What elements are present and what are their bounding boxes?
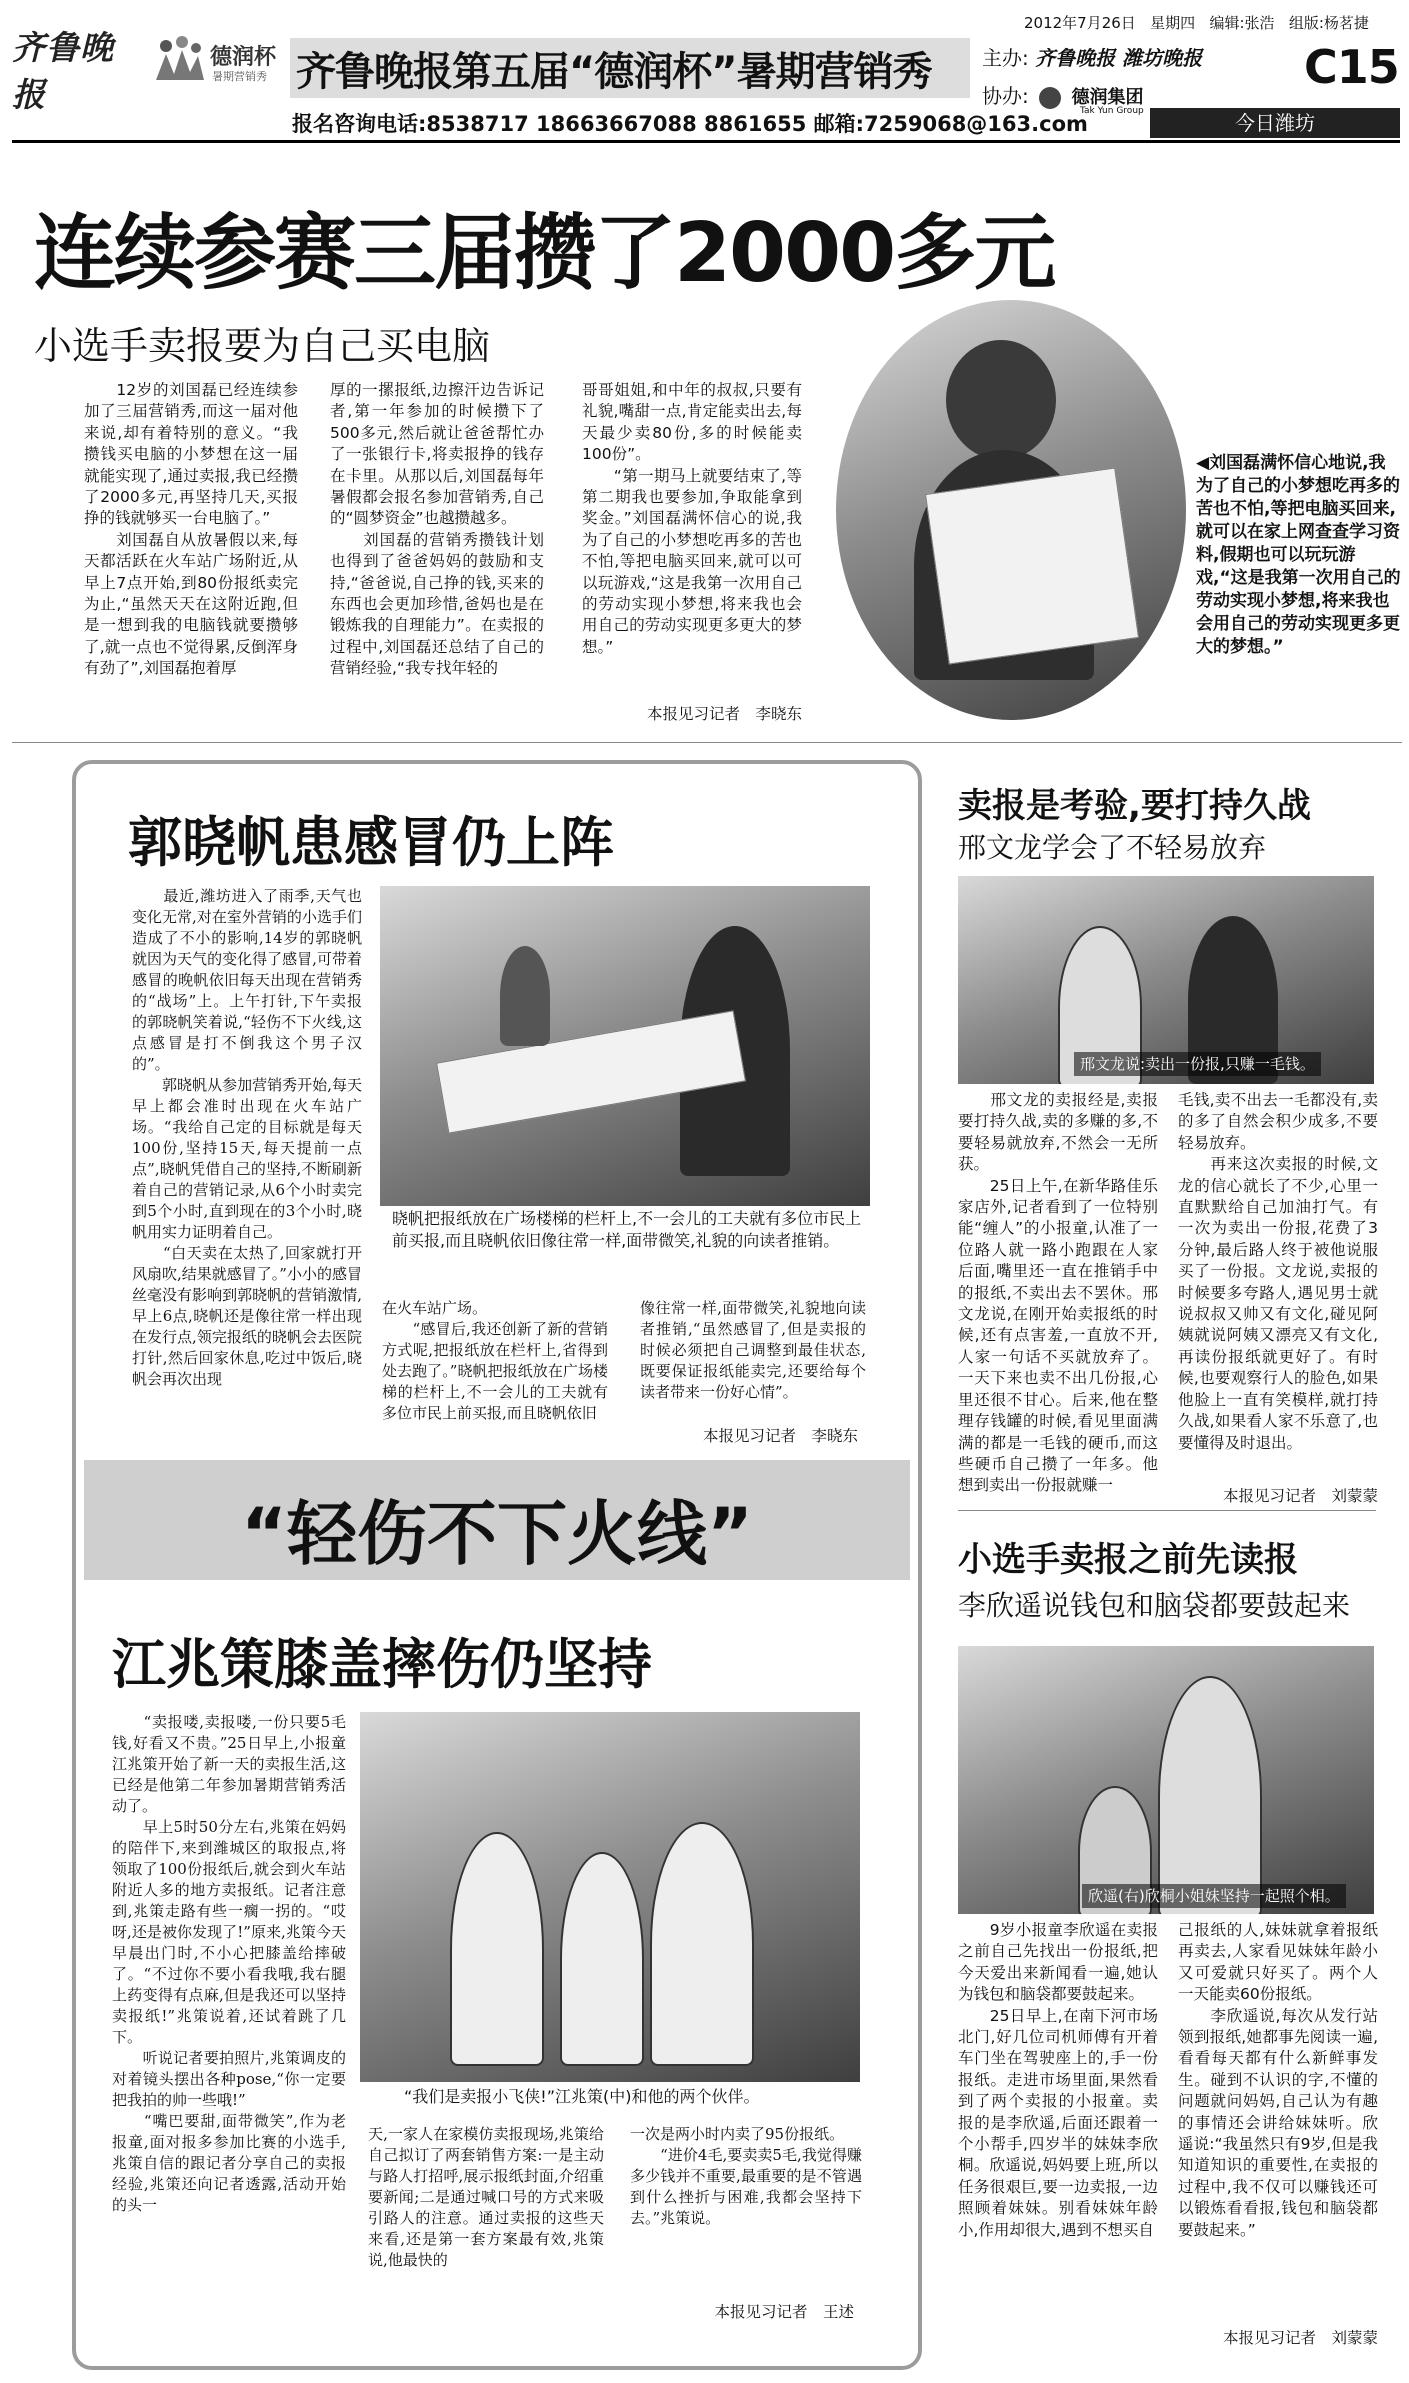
co-line [982, 80, 1144, 116]
xing-col-2: 毛钱,卖不出去一毛都没有,卖的多了自然会积少成多,不要轻易放弃。 再来这次卖报的时候,文龙的信心就长了不少,心里一直默默给自己加油打气。有一次为卖出一份报,花费了3分钟,最后路人终于被他说服买了一份报。文龙说,卖报的时候要多夸路人,遇见男士就说叔叔又帅又有文化,碰见阿姨就说阿姨又漂亮又有文化,再读份报纸就更好了。有时候,也要观察行人的脸色,如果他脸上一直有笑模样,就打持久战,如果看人家不乐意了,也要懂得及时退出。 [1178, 1091, 1378, 1452]
dateline [1024, 12, 1369, 33]
xing-headline: 卖报是考验,要打持久战 [958, 786, 1311, 826]
guo-photo-boy-at-railing [380, 886, 870, 1206]
hosts-line [982, 42, 1202, 71]
guo-headline: 郭晓帆患感冒仍上阵 [128, 811, 614, 874]
jiang-col-3: 一次是两小时内卖了95份报纸。 “进价4毛,要卖卖5毛,我觉得赚多少钱并不重要,最重要的是不管遇到什么挫折与困难,我都会坚持下去。”兆策说。 [630, 2125, 862, 2227]
guo-photo-caption: 晓帆把报纸放在广场楼梯的栏杆上,不一会儿的工夫就有多位市民上前买报,而且晓帆依旧像往常一样,面带微笑,礼貌的向读者推销。 [392, 1209, 862, 1250]
co-org-icon [1039, 87, 1061, 109]
paper-logo [12, 22, 142, 114]
lead-headline: 连续参赛三届攒了2000多元 [34, 206, 1055, 301]
issue-date: 2012年7月26日 [1024, 14, 1136, 32]
xing-byline: 本报见习记者 刘蒙蒙 [1222, 1487, 1378, 1505]
sponsor-logo-sub: 暑期营销秀 [212, 70, 267, 83]
section-label: 今日潍坊 [1235, 111, 1315, 135]
li-headline: 小选手卖报之前先读报 [958, 1540, 1298, 1580]
li-photo-two-sisters [958, 1646, 1374, 1914]
xing-subhead: 邢文龙学会了不轻易放弃 [958, 831, 1267, 864]
issue-weekday: 星期四 [1150, 14, 1196, 32]
jiang-col-2: 天,一家人在家模仿卖报现场,兆策给自己拟订了两套销售方案:一是主动与路人打招呼,展示报纸封面,介绍重要新闻;二是通过喊口号的方式来吸引路人的注意。通过卖报的这些天来看,还是第一套方案最有效,兆策说,他最快的 [368, 2125, 604, 2269]
lead-col-2: 厚的一摞报纸,边擦汗边告诉记者,第一年参加的时候攒下了500多元,然后就让爸爸帮忙办了一张银行卡,将卖报挣的钱存在卡里。从那以后,刘国磊每年暑假都会报名参加营销秀,自己的“圆梦资金”也越攒越多。 刘国磊的营销秀攒钱计划也得到了爸爸妈妈的鼓励和支持,“爸爸说,自己挣的钱,买来的东西也会更加珍惜,爸妈也是在锻炼我的自理能力”。在卖报的过程中,刘国磊还总结了自己的营销经验,“我专找年轻的 [330, 381, 544, 678]
xing-photo-caption: 邢文龙说:卖出一份报,只赚一毛钱。 [1074, 1052, 1321, 1076]
quote-banner-text: “轻伤不下火线” [240, 1493, 753, 1575]
right-column-divider [958, 1510, 1376, 1511]
jiang-col-1: “卖报喽,卖报喽,一份只要5毛钱,好看又不贵。”25日早上,小报童江兆策开始了新一天的卖报生活,这已经是他第二年参加暑期营销秀活动了。 早上5时50分左右,兆策在妈妈的陪伴下,来到潍城区的取报点,将领取了100份报纸后,就会到火车站附近人多的地方卖报纸。记者注意到,兆策走路有些一瘸一拐的。“哎呀,还是被你发现了!”原来,兆策今天早晨出门时,不小心把膝盖给摔破了。“不过你不要小看我哦,我右腿上药变得有点麻,但是我还可以坚持卖报纸!”兆策说着,还试着跳了几下。 听说记者要拍照片,兆策调皮的对着镜头摆出各种pose,“你一定要把我拍的帅一些哦!” “嘴巴要甜,面带微笑”,作为老报童,面对报多参加比赛的小选手,兆策自信的跟记者分享自己的卖报经验,兆策还向记者透露,活动开始的头一 [112, 1713, 346, 2214]
sponsor-logo [152, 36, 292, 92]
guo-col-3: 像往常一样,面带微笑,礼貌地向读者推销,“虽然感冒了,但是卖报的时候必须把自己调整到最佳状态,既要保证报纸能卖完,还要给每个读者带来一份好心情”。 [640, 1299, 866, 1401]
guo-col-2: 在火车站广场。 “感冒后,我还创新了新的营销方式呢,把报纸放在栏杆上,省得到处去跑了。”晓帆把报纸放在广场楼梯的栏杆上,不一会儿的工夫就有多位市民上前买报,而且晓帆依旧 [382, 1299, 608, 1422]
li-photo-caption: 欣遥(右)欣桐小姐妹坚持一起照个相。 [1082, 1884, 1346, 1908]
co-org-name: 德润集团 [1071, 87, 1144, 108]
guo-col-1: 最近,潍坊进入了雨季,天气也变化无常,对在室外营销的小选手们造成了不小的影响,14岁的郭晓帆就因为天气的变化得了感冒,可带着感冒的晚帆依旧每天出现在营销秀的“战场”上。上午打针,下午卖报的郭晓帆笑着说,“轻伤不下火线,这点感冒是打不倒我这个男子汉的”。 郭晓帆从参加营销秀开始,每天早上都会准时出现在火车站广场。“我给自己定的目标就是每天100份,坚持15天,每天提前一点点”,晓帆凭借自己的坚持,不断刷新着自己的营销记录,从6个小时卖完到5个小时,直到现在的3个小时,晓帆用实力证明着自己。 “白天卖在太热了,回家就打开风扇吹,结果就感冒了。”小小的感冒丝毫没有影响到郭晓帆的营销激情,早上6点,晓帆还是像往常一样出现在发行点,领完报纸的晓帆会去医院打针,然后回家休息,吃过中饭后,晓帆会再次出现 [132, 887, 362, 1388]
editor-credit: 编辑:张浩 [1209, 14, 1275, 32]
banner-title: 齐鲁晚报第五届“德润杯”暑期营销秀 [296, 49, 932, 95]
lead-subhead: 小选手卖报要为自己买电脑 [34, 324, 491, 368]
jiang-headline: 江兆策膝盖摔伤仍坚持 [112, 1633, 652, 1696]
masthead-rule [12, 140, 1400, 143]
co-label: 协办: [982, 84, 1029, 108]
lead-byline: 本报见习记者 李晓东 [646, 705, 802, 723]
lead-photo-boy-with-newspapers [836, 300, 1186, 720]
lead-bottom-rule [12, 742, 1402, 743]
xing-col-1: 邢文龙的卖报经是,卖报要打持久战,卖的多赚的多,不要轻易就放弃,不然会一无所获。 25日上午,在新华路佳乐家店外,记者看到了一位特别能“缠人”的小报童,认准了一位路人就一路小跑跟在人家后面,嘴里还一直在推销手中的报纸,不卖出去不罢休。邢文龙说,在刚开始卖报纸的时候,还有点害羞,一直放不开,人家一句话不买就放弃了。一天下来也卖不出几份报,心里还很不甘心。后来,他在整理存钱罐的时候,看见里面满满的都是一毛钱的硬币,而这些硬币自己攒了一年多。他想到卖出一份报就赚一 [958, 1091, 1158, 1495]
section-tab [1150, 108, 1400, 138]
li-col-2: 己报纸的人,妹妹就拿着报纸再卖去,人家看见妹妹年龄小又可爱就只好买了。两个人一天能卖60份报纸。 李欣遥说,每次从发行站领到报纸,她都事先阅读一遍,看看每天都有什么新鲜事发生。碰到不认识的字,不懂的问题就问妈妈,自己认为有趣的事情还会讲给妹妹听。欣遥说:“我虽然只有9岁,但是我知道知识的重要性,在卖报的过程中,我不仅可以赚钱还可以锻炼看看报,钱包和脑袋都要鼓起来。” [1178, 1921, 1378, 2239]
lead-col-1: 12岁的刘国磊已经连续参加了三届营销秀,而这一届对他来说,却有着特别的意义。“我攒钱买电脑的小梦想在这一届就能实现了,通过卖报,我已经攒了2000多元,再坚持几天,买报挣的钱就够买一台电脑了。” 刘国磊自从放暑假以来,每天都活跃在火车站广场附近,从早上7点开始,到80份报纸卖完为止,“虽然天天在这附近跑,但是一想到我的电脑钱就要攒够了,就一点也不觉得累,反倒浑身有劲了”,刘国磊抱着厚 [84, 381, 298, 678]
layout-credit: 组版:杨茗捷 [1288, 14, 1369, 32]
li-subhead: 李欣遥说钱包和脑袋都要鼓起来 [958, 1589, 1351, 1622]
lead-col-3: 哥哥姐姐,和中年的叔叔,只要有礼貌,嘴甜一点,肯定能卖出去,每天最少卖80份,多的时候能卖100份”。 “第一期马上就要结束了,等第二期我也要参加,争取能拿到奖金。”刘国磊满怀信心的说,我为了自己的小梦想吃再多的苦也不怕,等把电脑买回来,就可以可以玩游戏,“这是我第一次用自己的劳动实现小梦想,将来我也会用自己的劳动实现更多更大的梦想。” [582, 381, 802, 656]
page-number: C15 [1304, 40, 1399, 94]
lead-photo-caption: ◀刘国磊满怀信心地说,我为了自己的小梦想吃再多的苦也不怕,等把电脑买回来,就可以在家上网查查学习资料,假期也可以玩玩游戏,“这是我第一次用自己的劳动实现小梦想,将来我也会用自己的劳动实现更多更大的梦想。” [1196, 453, 1401, 657]
co-org-en: Tak Yun Group [1080, 106, 1144, 116]
paper-logo-text: 齐鲁晚报 [12, 28, 114, 114]
sponsor-figure-icon [152, 36, 206, 86]
hosts-label: 主办: [982, 46, 1029, 70]
li-byline: 本报见习记者 刘蒙蒙 [1222, 2329, 1378, 2347]
hosts-value: 齐鲁晚报 潍坊晚报 [1035, 46, 1203, 70]
jiang-photo-caption: “我们是卖报小飞侠!”江兆策(中)和他的两个伙伴。 [404, 2087, 760, 2106]
jiang-photo-three-boys [360, 1712, 860, 2082]
guo-byline: 本报见习记者 李晓东 [702, 1427, 858, 1445]
jiang-byline: 本报见习记者 王述 [714, 2303, 854, 2321]
phone-line: 报名咨询电话:8538717 18663667088 8861655 邮箱:7259068@163.com [292, 112, 1088, 136]
sponsor-logo-text: 德润杯 [210, 45, 277, 70]
li-col-1: 9岁小报童李欣遥在卖报之前自己先找出一份报纸,把今天爱出来新闻看一遍,她认为钱包和脑袋都要鼓起来。 25日早上,在南下河市场北门,好几位司机师傅有开着车门坐在驾驶座上的,手一份报纸。走进市场里面,果然看到了两个卖报的小报童。卖报的是李欣遥,后面还跟着一个小帮手,四岁半的妹妹李欣桐。欣遥说,妈妈要上班,所以任务很艰巨,要一边卖报,一边照顾着妹妹。别看妹妹年龄小,作用却很大,遇到不想买自 [958, 1921, 1158, 2239]
